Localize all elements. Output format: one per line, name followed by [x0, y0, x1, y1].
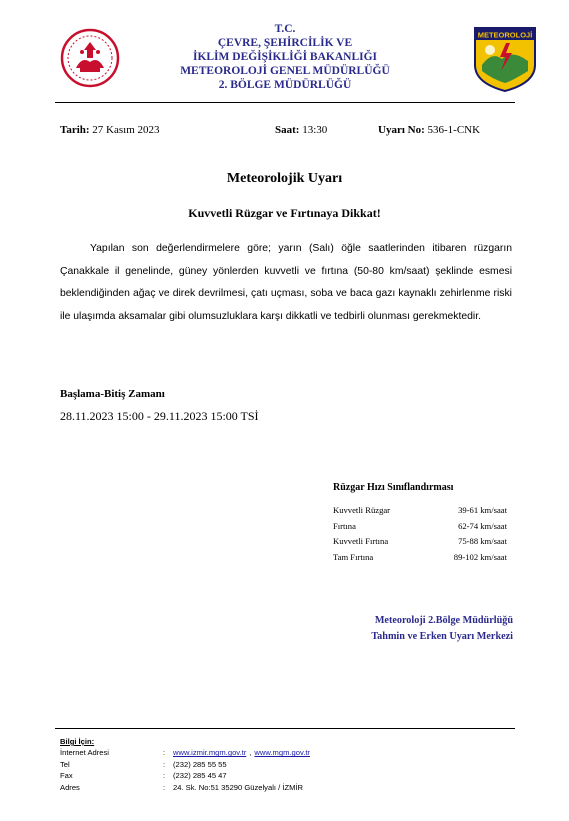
classification-title: Rüzgar Hızı Sınıflandırması	[333, 482, 454, 493]
footer-internet-row	[60, 747, 310, 758]
time-field	[275, 124, 327, 136]
time-label: Saat:	[275, 124, 300, 136]
fax-colon: :	[163, 771, 166, 781]
header-divider	[55, 102, 515, 103]
warning-number-field	[378, 124, 480, 136]
tel-colon: :	[163, 759, 166, 769]
classification-range: 89-102 km/saat	[453, 551, 507, 562]
address-colon: :	[163, 782, 166, 792]
classification-row	[333, 503, 507, 519]
footer-tel-row	[60, 759, 310, 770]
period-label: Başlama-Bitiş Zamanı	[60, 388, 165, 400]
classification-row	[333, 519, 507, 535]
date-value: 27 Kasım 2023	[92, 124, 160, 136]
izmir-link[interactable]: www.izmir.mgm.gov.tr	[173, 748, 247, 758]
page-title: Meteorolojik Uyarı	[226, 171, 343, 186]
meteoroloji-logo-text: METEOROLOJİ	[477, 30, 533, 40]
time-value: 13:30	[302, 124, 328, 136]
classification-range: 62-74 km/saat	[458, 520, 507, 531]
footer-divider	[55, 728, 515, 729]
header-line-5: 2. BÖLGE MÜDÜRLÜĞÜ	[218, 79, 352, 91]
address-value: 24. Sk. No:51 35290 Güzelyalı / İZMİR	[173, 782, 303, 792]
fax-value: (232) 285 45 47	[173, 771, 227, 781]
warning-value: 536-1-CNK	[427, 124, 481, 136]
address-label: Adres	[60, 782, 80, 792]
classification-table	[333, 503, 507, 565]
warning-body: Yapılan son değerlendirmelere göre; yarın (Salı) öğle saatlerinden itibaren rüzgarın Çanakkale il genelinde, güney yönlerden kuvvetli ve fırtına (50-80 km/saat) şeklinde esmesi beklendiğinden ağaç ve direk devrilmesi, çatı uçması, soba ve baca gazı kaynaklı zehirlenme riski ile ulaşımda aksamalar gibi olumsuzluklara karşı dikkatli ve tedbirli olunması gerekmektedir.	[60, 243, 512, 322]
ministry-logo	[60, 28, 120, 88]
tel-value: (232) 285 55 55	[173, 759, 227, 769]
link-separator: ,	[249, 748, 252, 758]
classification-range: 75-88 km/saat	[458, 536, 507, 546]
classification-row	[333, 550, 507, 566]
fax-label: Fax	[60, 771, 73, 781]
tel-label: Tel	[60, 759, 70, 769]
internet-colon: :	[163, 748, 166, 758]
header-line-2: ÇEVRE, ŞEHİRCİLİK VE	[217, 37, 353, 49]
footer-fax-row	[60, 770, 310, 781]
header-line-1: T.C.	[274, 23, 296, 35]
signature	[300, 613, 513, 645]
classification-range: 39-61 km/saat	[458, 505, 507, 515]
footer-title: Bilgi İçin:	[60, 737, 95, 746]
footer-address-row	[60, 782, 310, 793]
signature-line-2: Tahmin ve Erken Uyarı Merkezi	[371, 631, 513, 642]
classification-name: Kuvvetli Fırtına	[333, 536, 389, 546]
classification-name: Tam Fırtına	[333, 551, 374, 562]
mgm-link[interactable]: www.mgm.gov.tr	[254, 748, 310, 758]
warning-label: Uyarı No:	[378, 124, 425, 136]
internet-label: İnternet Adresi	[60, 748, 109, 758]
classification-name: Kuvvetli Rüzgar	[333, 505, 391, 515]
meteoroloji-logo	[472, 25, 538, 93]
date-field	[60, 124, 160, 136]
period-value: 28.11.2023 15:00 - 29.11.2023 15:00 TSİ	[60, 409, 259, 423]
classification-name: Fırtına	[333, 520, 356, 531]
header-text	[150, 22, 420, 92]
date-label: Tarih:	[60, 124, 90, 136]
page-subtitle: Kuvvetli Rüzgar ve Fırtınaya Dikkat!	[188, 206, 381, 220]
classification-row	[333, 534, 507, 550]
header-line-3: İKLİM DEĞİŞİKLİĞİ BAKANLIĞI	[192, 51, 378, 63]
footer	[60, 736, 310, 793]
signature-line-1: Meteoroloji 2.Bölge Müdürlüğü	[374, 615, 513, 626]
header-line-4: METEOROLOJİ GENEL MÜDÜRLÜĞÜ	[180, 65, 390, 77]
